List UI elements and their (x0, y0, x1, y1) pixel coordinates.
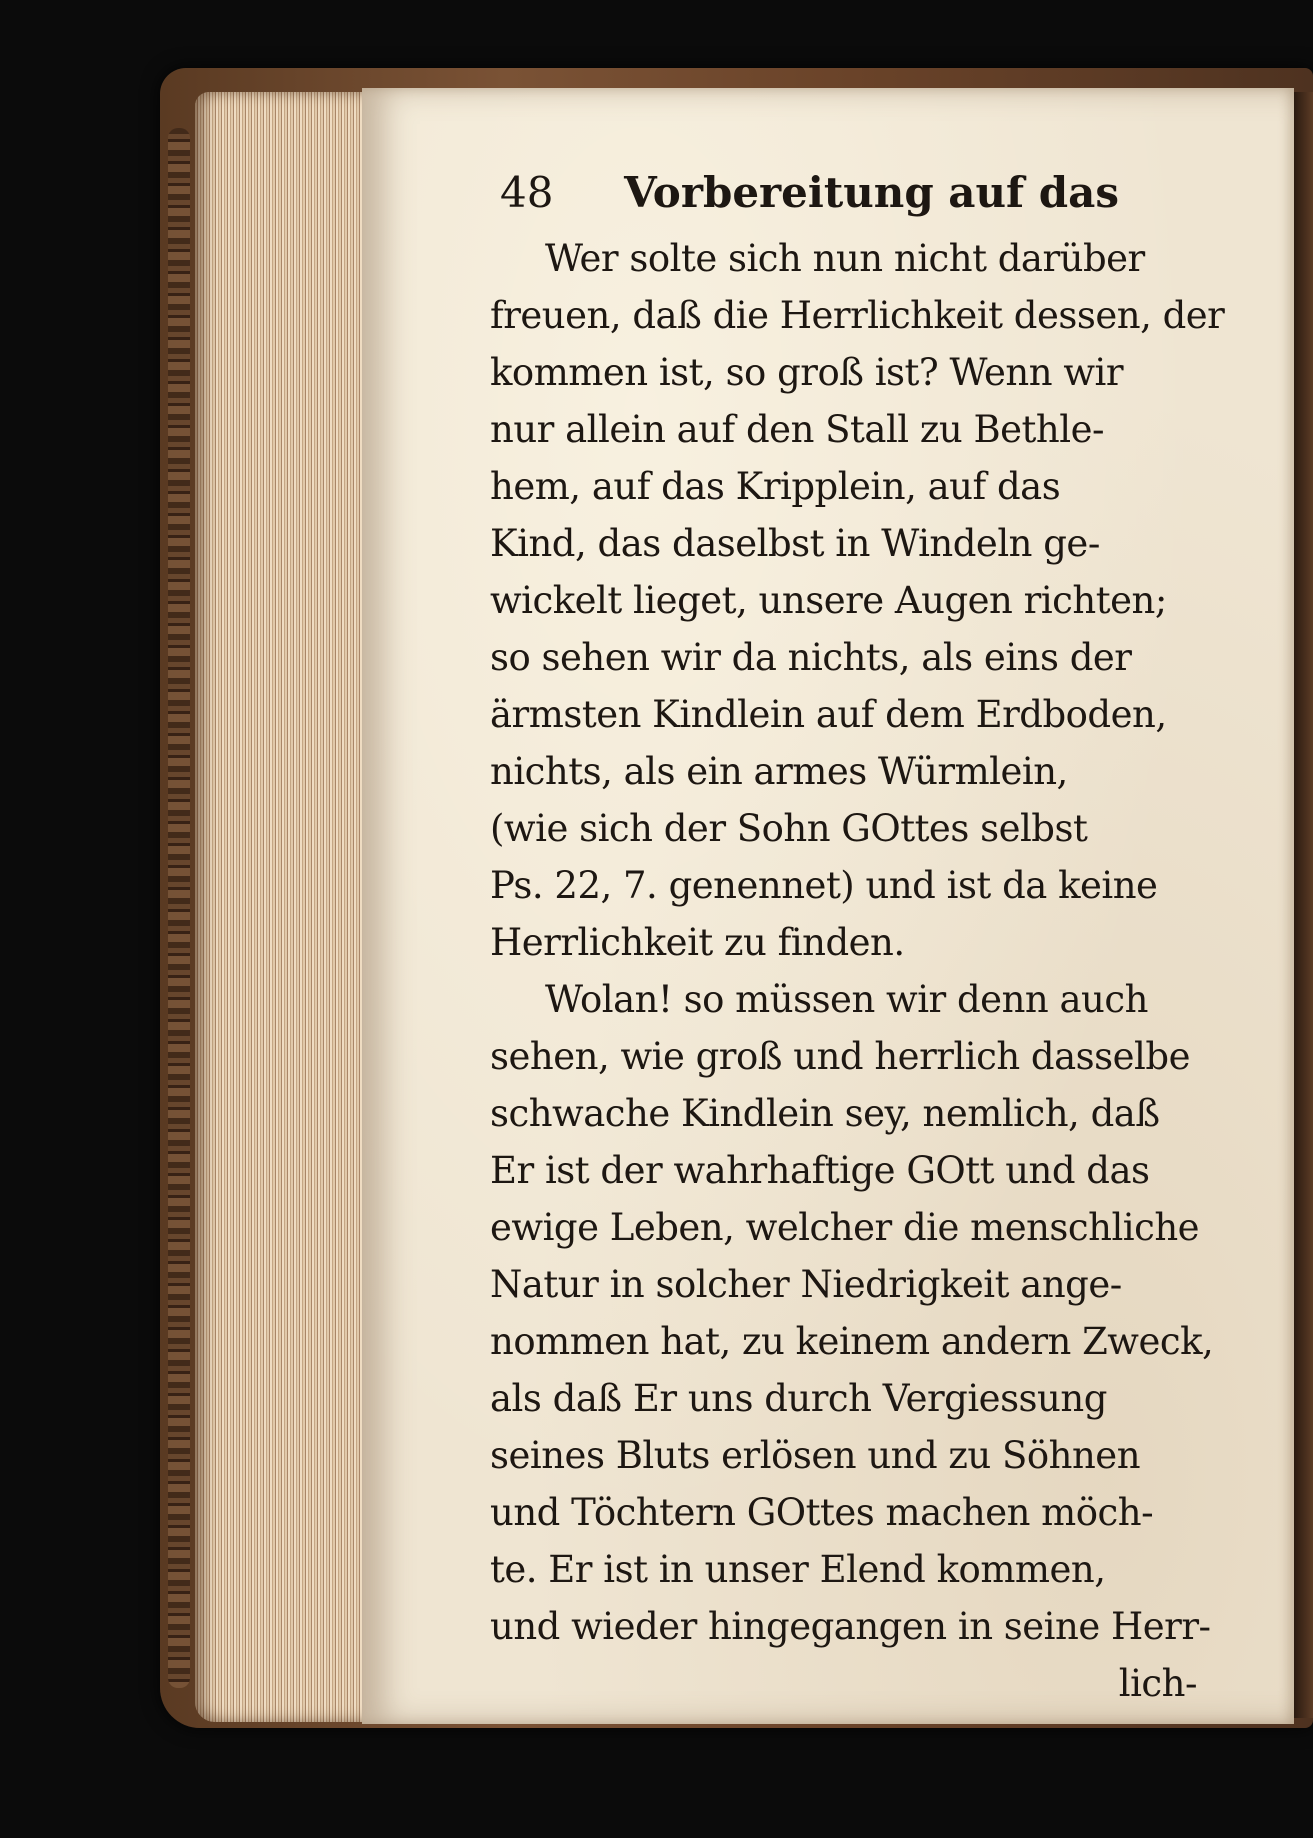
text-line: und Töchtern GOttes machen möch- (490, 1491, 1154, 1534)
text-line: te. Er ist in unser Elend kommen, (490, 1548, 1106, 1591)
text-line: Wer solte sich nun nicht darüber (545, 237, 1145, 280)
text-line: sehen, wie groß und herrlich dasselbe (490, 1035, 1190, 1078)
text-line: nur allein auf den Stall zu Bethle- (490, 408, 1104, 451)
page-number: 48 (500, 168, 554, 217)
text-line: und wieder hingegangen in seine Herr- (490, 1605, 1211, 1648)
text-line: als daß Er uns durch Vergiessung (490, 1377, 1107, 1420)
text-line: (wie sich der Sohn GOttes selbst (490, 807, 1088, 850)
text-line: Kind, das daselbst in Windeln ge- (490, 522, 1100, 565)
text-line: Ps. 22, 7. genennet) und ist da keine (490, 864, 1158, 907)
page-header (500, 168, 1119, 230)
text-line: Er ist der wahrhaftige GOtt und das (490, 1149, 1150, 1192)
text-line: nommen hat, zu keinem andern Zweck, (490, 1320, 1214, 1363)
text-line: freuen, daß die Herrlichkeit dessen, der (490, 294, 1225, 337)
text-line: ärmsten Kindlein auf dem Erdboden, (490, 693, 1167, 736)
text-line: wickelt lieget, unsere Augen richten; (490, 579, 1167, 622)
text-line: schwache Kindlein sey, nemlich, daß (490, 1092, 1160, 1135)
facing-page-edge (1294, 92, 1313, 1718)
text-line: Natur in solcher Niedrigkeit ange- (490, 1263, 1122, 1306)
text-line: Wolan! so müssen wir denn auch (545, 978, 1148, 1021)
text-line: hem, auf das Kripplein, auf das (490, 465, 1061, 508)
catchword: lich- (1118, 1662, 1197, 1705)
text-line: seines Bluts erlösen und zu Söhnen (490, 1434, 1141, 1477)
running-head: Vorbereitung auf das (624, 168, 1119, 217)
text-line: Herrlichkeit zu finden. (490, 921, 905, 964)
text-line: nichts, als ein armes Würmlein, (490, 750, 1068, 793)
page-edges (195, 92, 370, 1722)
text-line: kommen ist, so groß ist? Wenn wir (490, 351, 1124, 394)
text-line: so sehen wir da nichts, als eins der (490, 636, 1132, 679)
body-text (490, 230, 1225, 1712)
text-line: ewige Leben, welcher die menschliche (490, 1206, 1200, 1249)
